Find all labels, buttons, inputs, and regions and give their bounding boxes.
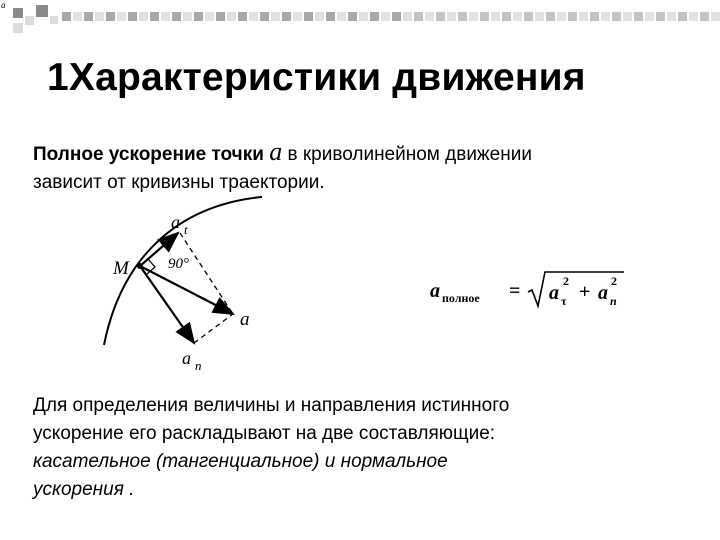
decor-square <box>227 12 236 21</box>
decor-square <box>172 12 181 21</box>
normal-label: a <box>182 348 191 368</box>
decor-square <box>260 12 269 21</box>
formula-lhs-sub: полное <box>442 291 480 305</box>
corner-glyph: a <box>1 0 6 10</box>
decor-square <box>480 12 489 21</box>
dashed-projection-2 <box>194 314 233 343</box>
decor-square <box>502 12 511 21</box>
intro-line2: зависит от кривизны траектории. <box>33 172 325 193</box>
decor-square <box>392 12 401 21</box>
decor-square <box>491 12 500 21</box>
decor-square <box>667 12 676 21</box>
point-m <box>137 263 143 269</box>
dashed-projection-1 <box>180 233 233 314</box>
decor-square <box>546 12 555 21</box>
normal-vector <box>140 266 194 343</box>
decor-square <box>139 12 148 21</box>
total-vector <box>140 266 233 314</box>
total-label: a <box>240 309 250 330</box>
decor-square <box>337 12 346 21</box>
decor-square <box>656 12 665 21</box>
decor-square <box>62 12 71 21</box>
decor-square <box>689 12 698 21</box>
decor-square <box>645 12 654 21</box>
decor-square <box>84 12 93 21</box>
decor-square <box>13 23 23 33</box>
decor-square <box>370 12 379 21</box>
angle-label: 90° <box>168 256 189 272</box>
decor-square <box>194 12 203 21</box>
intro-text <box>33 138 703 197</box>
decor-square <box>117 12 126 21</box>
decor-square <box>513 12 522 21</box>
decor-square <box>469 12 478 21</box>
decor-square <box>13 8 23 18</box>
para-line-3: касательное (тангенциальное) и нормальное <box>33 451 448 472</box>
formula-lhs: a <box>430 280 440 302</box>
decor-square <box>348 12 357 21</box>
total-acceleration-formula <box>428 268 628 312</box>
decor-square <box>381 12 390 21</box>
formula-term1-sub: τ <box>561 294 567 308</box>
decor-square <box>601 12 610 21</box>
decor-square <box>557 12 566 21</box>
decor-square <box>95 12 104 21</box>
slide-title: 1Характеристики движения <box>47 56 586 99</box>
formula-term1: a <box>549 282 559 304</box>
decor-square <box>359 12 368 21</box>
decor-square <box>271 12 280 21</box>
formula-term1-sup: 2 <box>563 274 569 288</box>
decor-square <box>238 12 247 21</box>
decor-square <box>579 12 588 21</box>
decor-square <box>25 16 34 25</box>
decor-square <box>590 12 599 21</box>
acceleration-diagram <box>90 195 280 375</box>
formula-term2-sup: 2 <box>611 274 617 288</box>
decor-square <box>249 12 258 21</box>
decor-square <box>216 12 225 21</box>
decor-square <box>568 12 577 21</box>
decor-square <box>612 12 621 21</box>
decor-square <box>711 12 720 21</box>
decor-square <box>50 16 58 24</box>
tangential-label: a <box>171 212 180 232</box>
decor-square <box>315 12 324 21</box>
decor-square <box>623 12 632 21</box>
formula-equals: = <box>509 280 521 302</box>
decor-square <box>458 12 467 21</box>
decor-square <box>161 12 170 21</box>
intro-bold: Полное ускорение точки <box>33 144 264 165</box>
para-line-2: ускорение его раскладывают на две составляющие: <box>33 423 496 444</box>
intro-rest: в криволинейном движении <box>287 144 532 165</box>
decor-square <box>36 5 48 17</box>
formula-term2: a <box>598 282 608 304</box>
decor-square <box>73 12 82 21</box>
normal-sub: n <box>195 358 202 373</box>
decor-square <box>524 12 533 21</box>
para-line-4: ускорения . <box>33 479 135 500</box>
formula-plus: + <box>579 281 591 303</box>
decor-square <box>183 12 192 21</box>
decor-square <box>128 12 137 21</box>
decor-square <box>447 12 456 21</box>
decor-square <box>678 12 687 21</box>
point-label: M <box>113 258 129 279</box>
decor-square <box>106 12 115 21</box>
decor-square <box>634 12 643 21</box>
decor-square <box>425 12 434 21</box>
explanation-paragraph <box>33 392 693 504</box>
decor-square <box>205 12 214 21</box>
para-line-1: Для определения величины и направления истинного <box>33 395 510 416</box>
decor-square <box>414 12 423 21</box>
decor-square <box>535 12 544 21</box>
decor-square <box>403 12 412 21</box>
intro-symbol: a <box>269 137 283 166</box>
decor-square <box>293 12 302 21</box>
decorative-squares <box>0 0 720 40</box>
decor-square <box>436 12 445 21</box>
decor-square <box>304 12 313 21</box>
decor-square <box>326 12 335 21</box>
formula-term2-sub: n <box>610 294 617 308</box>
decor-square <box>150 12 159 21</box>
decor-square <box>282 12 291 21</box>
tangential-sub: t <box>184 222 188 237</box>
decor-square <box>700 12 709 21</box>
